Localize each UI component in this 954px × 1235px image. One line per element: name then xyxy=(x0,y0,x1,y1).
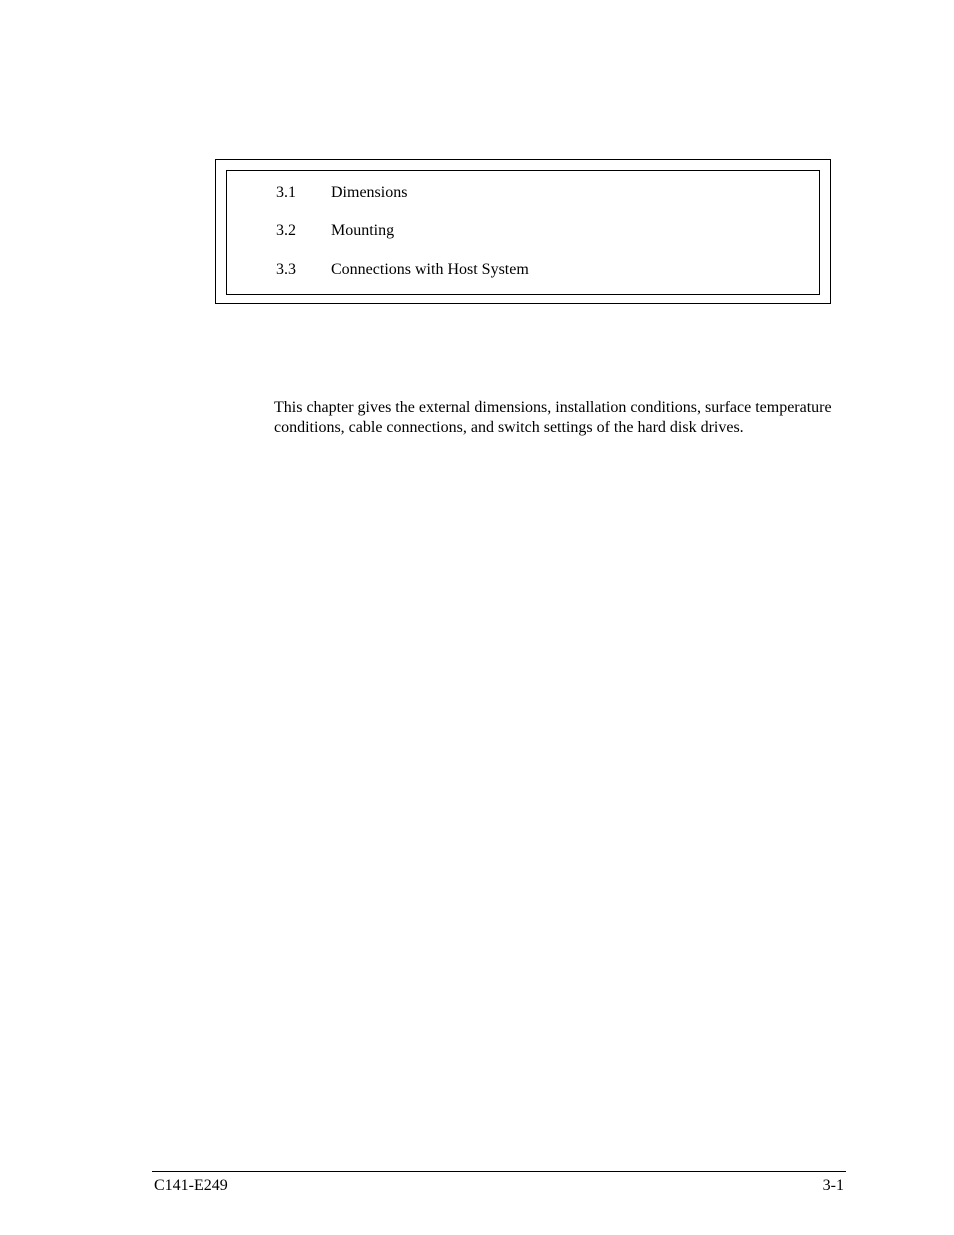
toc-entry-title: Mounting xyxy=(331,222,395,239)
toc-entry-title: Dimensions xyxy=(331,184,408,201)
toc-entry-number: 3.2 xyxy=(276,222,296,239)
chapter-contents-inner-frame xyxy=(226,170,820,295)
toc-entry-title: Connections with Host System xyxy=(331,261,529,278)
footer-document-code: C141-E249 xyxy=(154,1177,228,1194)
toc-entry-number: 3.1 xyxy=(276,184,296,201)
chapter-intro-paragraph: This chapter gives the external dimensions, installation conditions, surface temperature conditions, cable connections, and switch settings of the hard disk drives. xyxy=(274,399,832,436)
footer-divider xyxy=(152,1171,846,1172)
chapter-contents-box xyxy=(215,159,831,304)
footer-page-number: 3-1 xyxy=(822,1177,844,1194)
toc-entry-number: 3.3 xyxy=(276,261,296,278)
